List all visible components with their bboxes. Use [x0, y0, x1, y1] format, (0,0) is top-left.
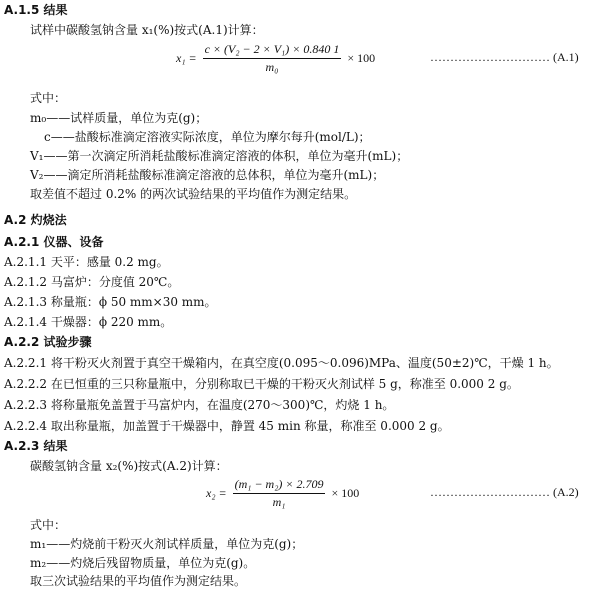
formula-denominator: m₀	[265, 60, 279, 74]
formula-denominator: m₁	[272, 495, 286, 509]
equation-number-a-1: ………………………… (A.1)	[430, 50, 579, 64]
definition-c: c——盐酸标准滴定溶液实际浓度，单位为摩尔每升(mol/L)；	[44, 130, 371, 144]
formula-numerator: (m₁ − m₂) × 2.709	[233, 477, 326, 494]
formula-tail: × 100	[347, 51, 376, 65]
item-a-2-2-2: A.2.2.2 在已恒重的三只称量瓶中，分别称取已干燥的干粉灭火剂试样 5 g，称准至 0.000 2 g。	[4, 377, 519, 391]
formula-numerator: c × (V₂ − 2 × V₁) × 0.840 1	[203, 42, 342, 59]
item-a-2-2-3: A.2.2.3 将称量瓶免盖置于马富炉内，在温度(270～300)℃，灼烧 1 h。	[4, 398, 395, 412]
conclusion-a-2: 取三次试验结果的平均值作为测定结果。	[30, 574, 247, 588]
item-a-2-1-4: A.2.1.4 干燥器：ϕ 220 mm。	[4, 315, 173, 329]
conclusion-a-1: 取差值不超过 0.2% 的两次试验结果的平均值作为测定结果。	[30, 187, 357, 201]
where-label-2: 式中：	[30, 518, 67, 532]
section-heading-a-2-3: A.2.3 结果	[4, 439, 68, 453]
item-a-2-2-1: A.2.2.1 将干粉灭火剂置于真空干燥箱内，在真空度(0.095～0.096)MPa、温度(50±2)℃，干燥 1 h。	[4, 356, 559, 370]
formula-lhs: x₂ =	[206, 486, 227, 500]
equation-number-a-2: ………………………… (A.2)	[430, 485, 579, 499]
item-a-2-2-4: A.2.2.4 取出称量瓶，加盖置于干燥器中，静置 45 min 称量，称准至 0.000 2 g。	[4, 419, 450, 433]
definition-m1: m₁——灼烧前干粉灭火剂试样质量，单位为克(g)；	[30, 537, 304, 551]
formula-intro-a-1: 试样中碳酸氢钠含量 x₁(%)按式(A.1)计算：	[30, 23, 264, 37]
formula-a-1	[176, 42, 375, 75]
formula-fraction	[203, 42, 342, 75]
formula-a-2	[206, 477, 359, 510]
item-a-2-1-2: A.2.1.2 马富炉：分度值 20℃。	[4, 275, 180, 289]
definition-m2: m₂——灼烧后残留物质量，单位为克(g)。	[30, 556, 256, 570]
definition-m0: m₀——试样质量，单位为克(g)；	[30, 111, 208, 125]
where-label: 式中：	[30, 91, 67, 105]
formula-lhs: x₁ =	[176, 51, 197, 65]
section-heading-a-2: A.2 灼烧法	[4, 213, 67, 227]
item-a-2-1-1: A.2.1.1 天平：感量 0.2 mg。	[4, 255, 169, 269]
formula-fraction	[233, 477, 326, 510]
definition-v2: V₂——滴定所消耗盐酸标准滴定溶液的总体积，单位为毫升(mL)；	[30, 168, 385, 182]
section-heading-a-1-5: A.1.5 结果	[4, 3, 68, 17]
formula-intro-a-2: 碳酸氢钠含量 x₂(%)按式(A.2)计算：	[30, 459, 228, 473]
formula-tail: × 100	[331, 486, 360, 500]
item-a-2-1-3: A.2.1.3 称量瓶：ϕ 50 mm×30 mm。	[4, 295, 217, 309]
section-heading-a-2-1: A.2.1 仪器、设备	[4, 235, 104, 249]
section-heading-a-2-2: A.2.2 试验步骤	[4, 335, 92, 349]
definition-v1: V₁——第一次滴定所消耗盐酸标准滴定溶液的体积，单位为毫升(mL)；	[30, 149, 409, 163]
